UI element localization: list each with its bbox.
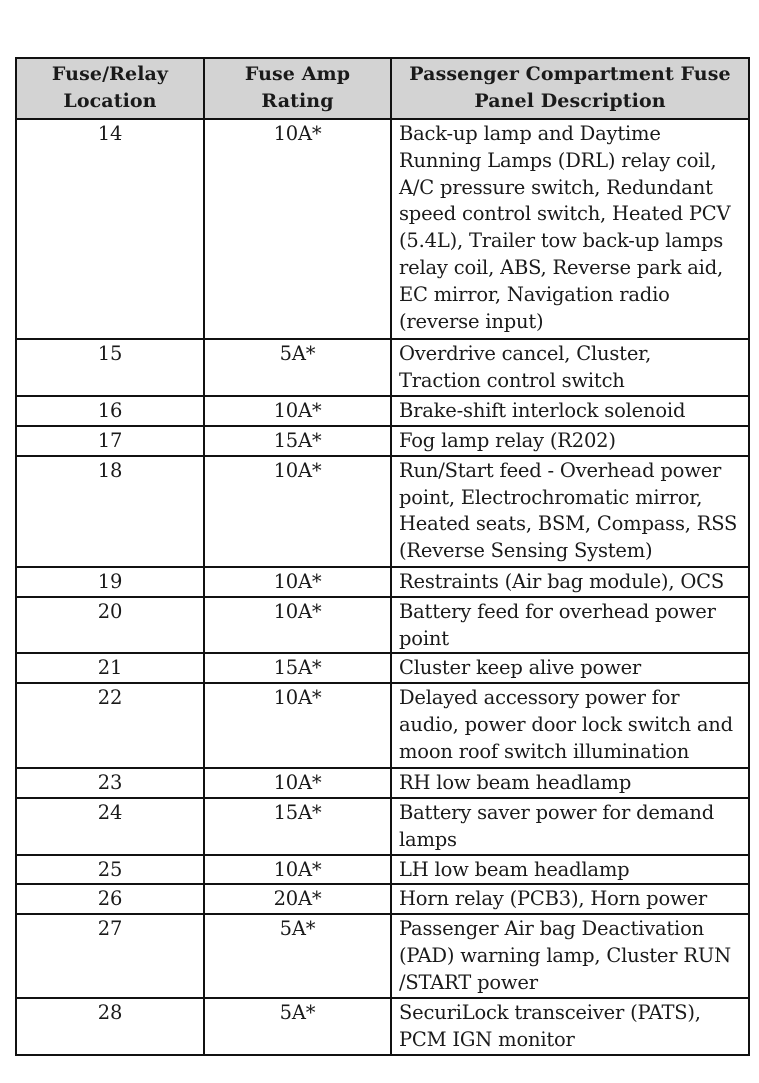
description-line: (reverse input) bbox=[399, 309, 544, 333]
table-row bbox=[16, 798, 749, 855]
header-fuse-amp-rating bbox=[204, 58, 391, 119]
description-line: A/C pressure switch, Redundant bbox=[399, 175, 713, 199]
description-line: speed control switch, Heated PCV bbox=[399, 202, 731, 226]
description-line: moon roof switch illumination bbox=[399, 739, 690, 763]
description-line: (Reverse Sensing System) bbox=[399, 539, 653, 563]
description-line: Cluster keep alive power bbox=[399, 656, 642, 680]
description-line: Run/Start feed - Overhead power bbox=[399, 458, 722, 482]
fuse-description-cell bbox=[391, 998, 749, 1055]
description-line: PCM IGN monitor bbox=[399, 1028, 575, 1052]
fuse-location-cell: 27 bbox=[16, 914, 204, 998]
fuse-location-cell: 24 bbox=[16, 798, 204, 855]
fuse-description-cell bbox=[391, 768, 749, 798]
fuse-description-cell bbox=[391, 597, 749, 654]
fuse-amp-rating-cell: 10A* bbox=[204, 567, 391, 597]
description-line: Traction control switch bbox=[399, 368, 625, 392]
fuse-location-cell: 14 bbox=[16, 119, 204, 339]
fuse-location-cell: 16 bbox=[16, 396, 204, 426]
fuse-amp-rating-cell: 5A* bbox=[204, 914, 391, 998]
table-row bbox=[16, 998, 749, 1055]
description-line: Running Lamps (DRL) relay coil, bbox=[399, 148, 717, 172]
fuse-description-cell bbox=[391, 914, 749, 998]
fuse-amp-rating-cell: 20A* bbox=[204, 884, 391, 914]
table-row bbox=[16, 855, 749, 885]
fuse-description-cell bbox=[391, 855, 749, 885]
table-header-row bbox=[16, 58, 749, 119]
description-line: Battery feed for overhead power bbox=[399, 599, 716, 623]
description-line: Battery saver power for demand bbox=[399, 800, 715, 824]
description-line: RH low beam headlamp bbox=[399, 771, 632, 795]
table-row bbox=[16, 768, 749, 798]
fuse-location-cell: 28 bbox=[16, 998, 204, 1055]
fuse-amp-rating-cell: 10A* bbox=[204, 683, 391, 768]
table-row bbox=[16, 456, 749, 567]
fuse-description-cell bbox=[391, 119, 749, 339]
fuse-amp-rating-cell: 15A* bbox=[204, 426, 391, 456]
fuse-description-cell bbox=[391, 426, 749, 456]
table-row bbox=[16, 396, 749, 426]
fuse-amp-rating-cell: 15A* bbox=[204, 653, 391, 683]
description-line: Overdrive cancel, Cluster, bbox=[399, 342, 652, 365]
fuse-description-cell bbox=[391, 567, 749, 597]
header-amp-line1: Fuse Amp bbox=[244, 63, 351, 85]
description-line: relay coil, ABS, Reverse park aid, bbox=[399, 255, 723, 279]
fuse-location-cell: 17 bbox=[16, 426, 204, 456]
fuse-location-cell: 25 bbox=[16, 855, 204, 885]
fuse-amp-rating-cell: 10A* bbox=[204, 597, 391, 654]
description-line: LH low beam headlamp bbox=[399, 857, 630, 881]
fuse-description-cell bbox=[391, 683, 749, 768]
description-line: Passenger Air bag Deactivation bbox=[399, 917, 704, 941]
description-line: Horn relay (PCB3), Horn power bbox=[399, 887, 707, 911]
description-line: /START power bbox=[399, 970, 538, 994]
fuse-amp-rating-cell: 10A* bbox=[204, 119, 391, 339]
fuse-location-cell: 19 bbox=[16, 567, 204, 597]
header-description-line1: Passenger Compartment Fuse bbox=[409, 63, 731, 85]
description-line: EC mirror, Navigation radio bbox=[399, 282, 670, 306]
description-line: lamps bbox=[399, 827, 457, 851]
fuse-location-cell: 21 bbox=[16, 653, 204, 683]
fuse-location-cell: 18 bbox=[16, 456, 204, 567]
header-location-line2: Location bbox=[63, 90, 157, 112]
fuse-description-cell bbox=[391, 884, 749, 914]
table-row bbox=[16, 339, 749, 396]
header-location-line1: Fuse/Relay bbox=[51, 63, 169, 85]
description-line: point, Electrochromatic mirror, bbox=[399, 485, 703, 509]
fuse-description-cell bbox=[391, 339, 749, 396]
fuse-location-cell: 15 bbox=[16, 339, 204, 396]
description-line: point bbox=[399, 626, 449, 650]
description-line: Delayed accessory power for bbox=[399, 686, 680, 710]
fuse-amp-rating-cell: 5A* bbox=[204, 339, 391, 396]
description-line: (5.4L), Trailer tow back-up lamps bbox=[399, 229, 724, 253]
table-row bbox=[16, 119, 749, 339]
header-description bbox=[391, 58, 749, 119]
description-line: Back-up lamp and Daytime bbox=[399, 122, 661, 145]
fuse-amp-rating-cell: 10A* bbox=[204, 396, 391, 426]
fuse-amp-rating-cell: 10A* bbox=[204, 855, 391, 885]
table-row bbox=[16, 653, 749, 683]
table-row bbox=[16, 884, 749, 914]
fuse-amp-rating-cell: 10A* bbox=[204, 456, 391, 567]
description-line: Fog lamp relay (R202) bbox=[399, 428, 616, 452]
description-line: Restraints (Air bag module), OCS bbox=[399, 569, 725, 593]
fuse-location-cell: 26 bbox=[16, 884, 204, 914]
table-row bbox=[16, 597, 749, 654]
table-row bbox=[16, 426, 749, 456]
description-line: (PAD) warning lamp, Cluster RUN bbox=[399, 944, 731, 968]
fuse-amp-rating-cell: 5A* bbox=[204, 998, 391, 1055]
table-row bbox=[16, 567, 749, 597]
header-fuse-relay-location bbox=[16, 58, 204, 119]
fuse-description-cell bbox=[391, 798, 749, 855]
fuse-location-cell: 22 bbox=[16, 683, 204, 768]
table-row bbox=[16, 914, 749, 998]
header-description-line2: Panel Description bbox=[474, 90, 666, 112]
fuse-location-cell: 23 bbox=[16, 768, 204, 798]
header-amp-line2: Rating bbox=[261, 90, 334, 112]
fuse-panel-table bbox=[15, 57, 750, 1056]
description-line: Heated seats, BSM, Compass, RSS bbox=[399, 512, 738, 536]
table-body bbox=[16, 119, 749, 1055]
description-line: SecuriLock transceiver (PATS), bbox=[399, 1001, 701, 1025]
description-line: Brake-shift interlock solenoid bbox=[399, 399, 686, 422]
fuse-amp-rating-cell: 15A* bbox=[204, 798, 391, 855]
description-line: audio, power door lock switch and bbox=[399, 712, 733, 736]
table-row bbox=[16, 683, 749, 768]
fuse-amp-rating-cell: 10A* bbox=[204, 768, 391, 798]
fuse-description-cell bbox=[391, 396, 749, 426]
fuse-description-cell bbox=[391, 456, 749, 567]
fuse-location-cell: 20 bbox=[16, 597, 204, 654]
fuse-description-cell bbox=[391, 653, 749, 683]
